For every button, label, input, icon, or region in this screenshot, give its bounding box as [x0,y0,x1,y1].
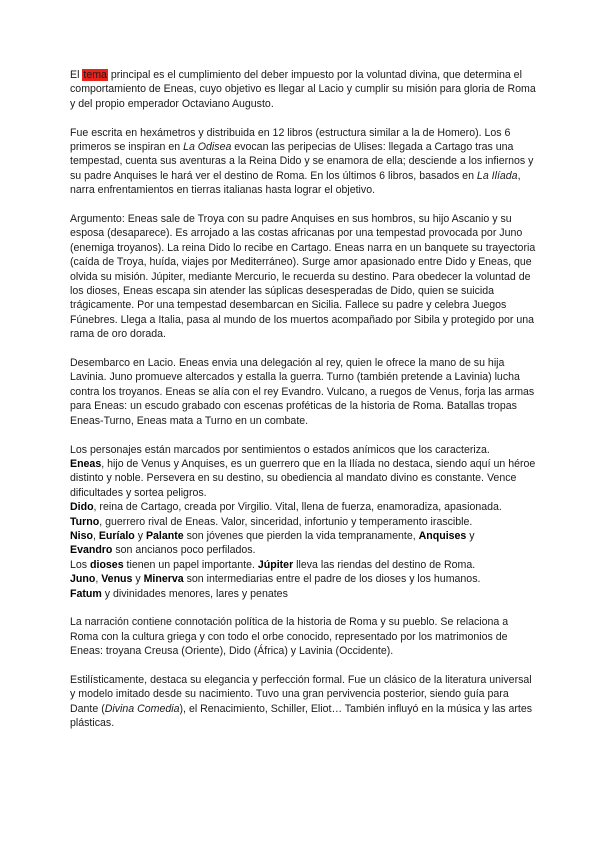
text-run: Los [70,558,91,571]
text-run: , narra enfrentamientos en tierras italianas hasta lograr el objetivo. [70,169,521,197]
text-run: , hijo de Venus y Anquises, es un guerrero que en la Ilíada no destaca, siendo aquí un héroe distinto y noble. Persevera en su destino, su obediencia al mandato divino es constante. Vence dificultades y sortea peligros. [70,457,536,499]
paragraph-lacio: Desembarco en Lacio. Eneas envia una delegación al rey, quien le ofrece la mano de su hija Lavinia. Juno promueve altercados y estalla la guerra. Turno (también pretende a Lavinia) lucha contra los troyanos. Eneas se alía con el rey Evandro. Vulcano, a ruegos de Venus, forja las armas para Eneas: un escudo grabado con escenas proféticas de la historia de Roma. Batallas tropas Eneas-Turno, Eneas mata a Turno en un combate. [70,357,535,427]
name-palante: Palante [145,529,184,542]
text-run: , [92,529,99,542]
character-dido [70,500,536,514]
text-run: son intermediarias entre el padre de los dioses y los humanos. [183,573,481,586]
text-run: son jóvenes que pierden la vida tempranamente, [183,529,419,542]
text-run: son ancianos poco perfilados. [112,544,256,557]
text-run: , guerrero rival de Eneas. Valor, sinceridad, infortunio y temperamento irascible. [99,515,473,528]
name-eneas: Eneas [70,457,102,470]
characters-fatum [70,587,536,601]
text-run: , reina de Cartago, creada por Virgilio. Vital, llena de fuerza, enamoradiza, apasionada. [93,501,502,514]
name-fatum: Fatum [70,587,102,600]
name-jupiter: Júpiter [257,558,294,571]
text-run: El [70,69,83,81]
text-run: principal es el cumplimiento del deber impuesto por la voluntad divina, que determina el comportamiento de Eneas, cuyo objetivo es llegar al Lacio y cumplir su misión para gloria de Roma y del propio emperador Octaviano Augusto. [70,69,536,110]
characters-young-old [70,529,536,558]
text-run: evocan las peripecias de Ulises: llegada a Cartago tras una tempestad, cuenta sus aventuras a la Reina Dido y se enamora de ella; desciende a los infiernos y su padre Anquises le hará ver el destino de Roma. En los últimos 6 libros, basados en [70,141,534,182]
text-run: tienen un papel importante. [123,558,258,571]
character-eneas [70,457,536,500]
name-minerva: Minerva [143,573,184,586]
name-evandro: Evandro [70,544,113,557]
text-run: lleva las riendas del destino de Roma. [293,558,476,571]
name-anquises: Anquises [418,529,467,542]
name-eurialo: Euríalo [98,529,135,542]
name-juno: Juno [70,573,96,586]
characters-section [70,443,536,601]
text-run: ), el Renacimiento, Schiller, Eliot… También influyó en la música y las artes plásticas. [70,702,533,730]
text-run: y divinidades menores, lares y penates [101,587,288,600]
text-run: Fue escrita en hexámetros y distribuida en 12 libros (estructura similar a la de Homero). Los 6 primeros se inspiran en [70,126,511,154]
text-run: y [132,573,144,586]
text-run: y [466,529,475,542]
name-dido: Dido [70,501,94,514]
name-dioses: dioses [90,558,124,571]
name-venus: Venus [101,573,133,586]
highlighted-word: tema [83,69,107,81]
title-divina-comedia: Divina Comedia [104,702,180,715]
character-turno [70,515,536,529]
paragraph-structure [70,126,536,198]
characters-goddesses [70,572,536,586]
characters-intro: Los personajes están marcados por sentimientos o estados anímicos que los caracteriza. [70,443,490,456]
text-run: , [95,573,102,586]
text-run: Estilísticamente, destaca su elegancia y perfección formal. Fue un clásico de la literatura universal y modelo imitado desde su nacimiento. Tuvo una gran pervivencia posterior, siendo guía para Dante ( [70,673,532,715]
paragraph-argument: Argumento: Eneas sale de Troya con su padre Anquises en sus hombros, su hijo Ascanio y su esposa (desaparece). Es arrojado a las costas africanas por una tempestad provocada por Juno (enemiga troyanos). La reina Dido lo recibe en Cartago. Eneas narra en un banquete su trayectoria (caída de Troya, huída, viajes por Mediterráneo). Surge amor apasionado entre Dido y Eneas, que olvida su misión. Júpiter, mediante Mercurio, le recuerda su destino. Para obedecer la voluntad de los dioses, Eneas escapa sin atender las súplicas desesperadas de Dido, quien se suicida trágicamente. Por una tempestad desembarcan en Sicilia. Fallece su padre y celebra Juegos Fúnebres. Llega a Italia, pasa al mundo de los muertos acompañado por Sibila y protegido por una rama de oro dorada. [70,213,536,341]
paragraph-political: La narración contiene connotación política de la historia de Roma y su pueblo. Se relaciona a Roma con la cultura griega y con todo el orbe conocido, representado por los matrimonios de Eneas: troyana Creusa (Oriente), Dido (África) y Lavinia (Occidente). [70,616,509,658]
characters-gods [70,558,536,572]
name-turno: Turno [70,515,100,528]
paragraph-theme [70,68,536,111]
paragraph-style [70,673,536,731]
text-run: y [134,529,146,542]
name-niso: Niso [70,529,93,542]
title-iliada: La Ilíada [476,169,518,182]
title-odisea: La Odisea [183,141,232,154]
